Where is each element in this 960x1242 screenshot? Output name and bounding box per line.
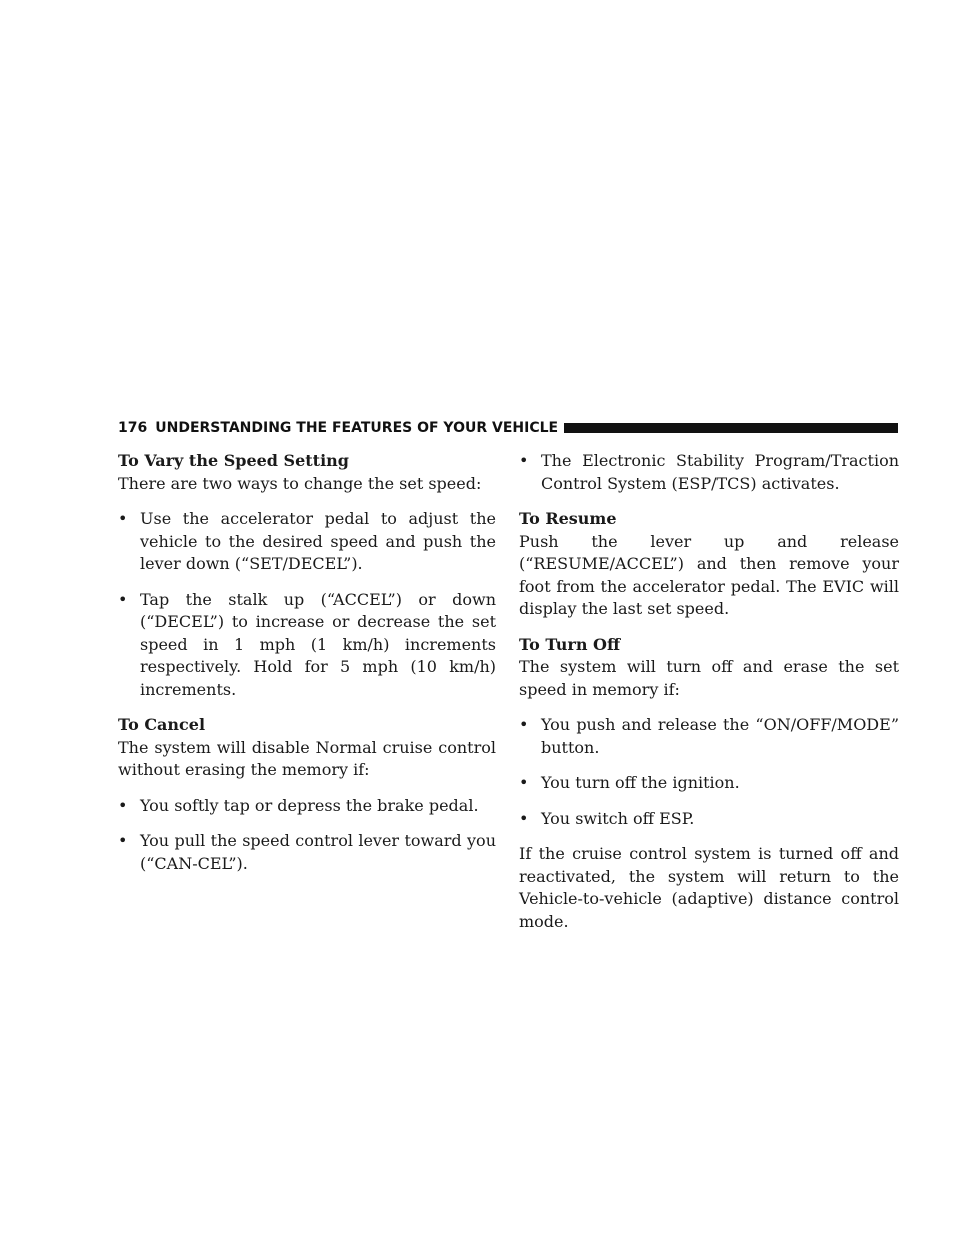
heading-turn-off: To Turn Off <box>519 634 621 654</box>
list-item: • You turn off the ignition. <box>519 772 899 795</box>
bullet-icon: • <box>519 451 529 470</box>
resume-text: Push the lever up and release (“RESUME/ACCEL”) and then remove your foot from the accelerator pedal. The EVIC will display the last set speed. <box>519 531 899 618</box>
closing-text: If the cruise control system is turned off and reactivated, the system will return to the Vehicle-to-vehicle (adaptive) distance control mode. <box>519 844 899 931</box>
list-item: • Tap the stalk up (“ACCEL”) or down (“DECEL”) to increase or decrease the set speed in 1 mph (1 km/h) increments respectively. Hold for 5 mph (10 km/h) increments. <box>118 589 496 699</box>
list-item: • Use the accelerator pedal to adjust the vehicle to the desired speed and push the lever down (“SET/DECEL”). <box>118 509 496 573</box>
bullet-icon: • <box>118 795 128 815</box>
cancel-intro: The system will disable Normal cruise control without erasing the memory if: <box>118 737 496 779</box>
section-title: UNDERSTANDING THE FEATURES OF YOUR VEHICLE <box>155 420 559 436</box>
bullet-icon: • <box>118 509 128 528</box>
cancel-bullet-list <box>118 795 496 876</box>
bullet-icon: • <box>519 808 529 828</box>
heading-cancel: To Cancel <box>118 715 206 734</box>
bullet-icon: • <box>118 831 128 850</box>
page-header <box>118 418 898 438</box>
heading-vary-speed: To Vary the Speed Setting <box>118 451 349 470</box>
bullet-icon: • <box>519 715 529 734</box>
list-item: • You switch off ESP. <box>519 808 899 831</box>
list-item: • The Electronic Stability Program/Traction Control System (ESP/TCS) activates. <box>519 451 899 493</box>
turn-off-intro: The system will turn off and erase the set speed in memory if: <box>519 657 899 699</box>
left-column <box>118 450 496 875</box>
list-item: • You pull the speed control lever toward you (“CAN-CEL”). <box>118 831 496 873</box>
page-number: 176 <box>118 420 148 436</box>
heading-resume: To Resume <box>519 509 617 528</box>
vary-intro: There are two ways to change the set speed: <box>118 473 482 493</box>
vary-bullet-list <box>118 508 496 701</box>
cancel-bullet-list-continued <box>519 450 899 495</box>
bullet-icon: • <box>519 773 529 792</box>
right-column <box>519 450 899 933</box>
bullet-icon: • <box>118 589 128 609</box>
list-item: • You push and release the “ON/OFF/MODE” button. <box>519 715 899 757</box>
turn-off-bullet-list <box>519 714 899 830</box>
list-item: • You softly tap or depress the brake pedal. <box>118 795 496 818</box>
header-rule <box>564 423 898 433</box>
